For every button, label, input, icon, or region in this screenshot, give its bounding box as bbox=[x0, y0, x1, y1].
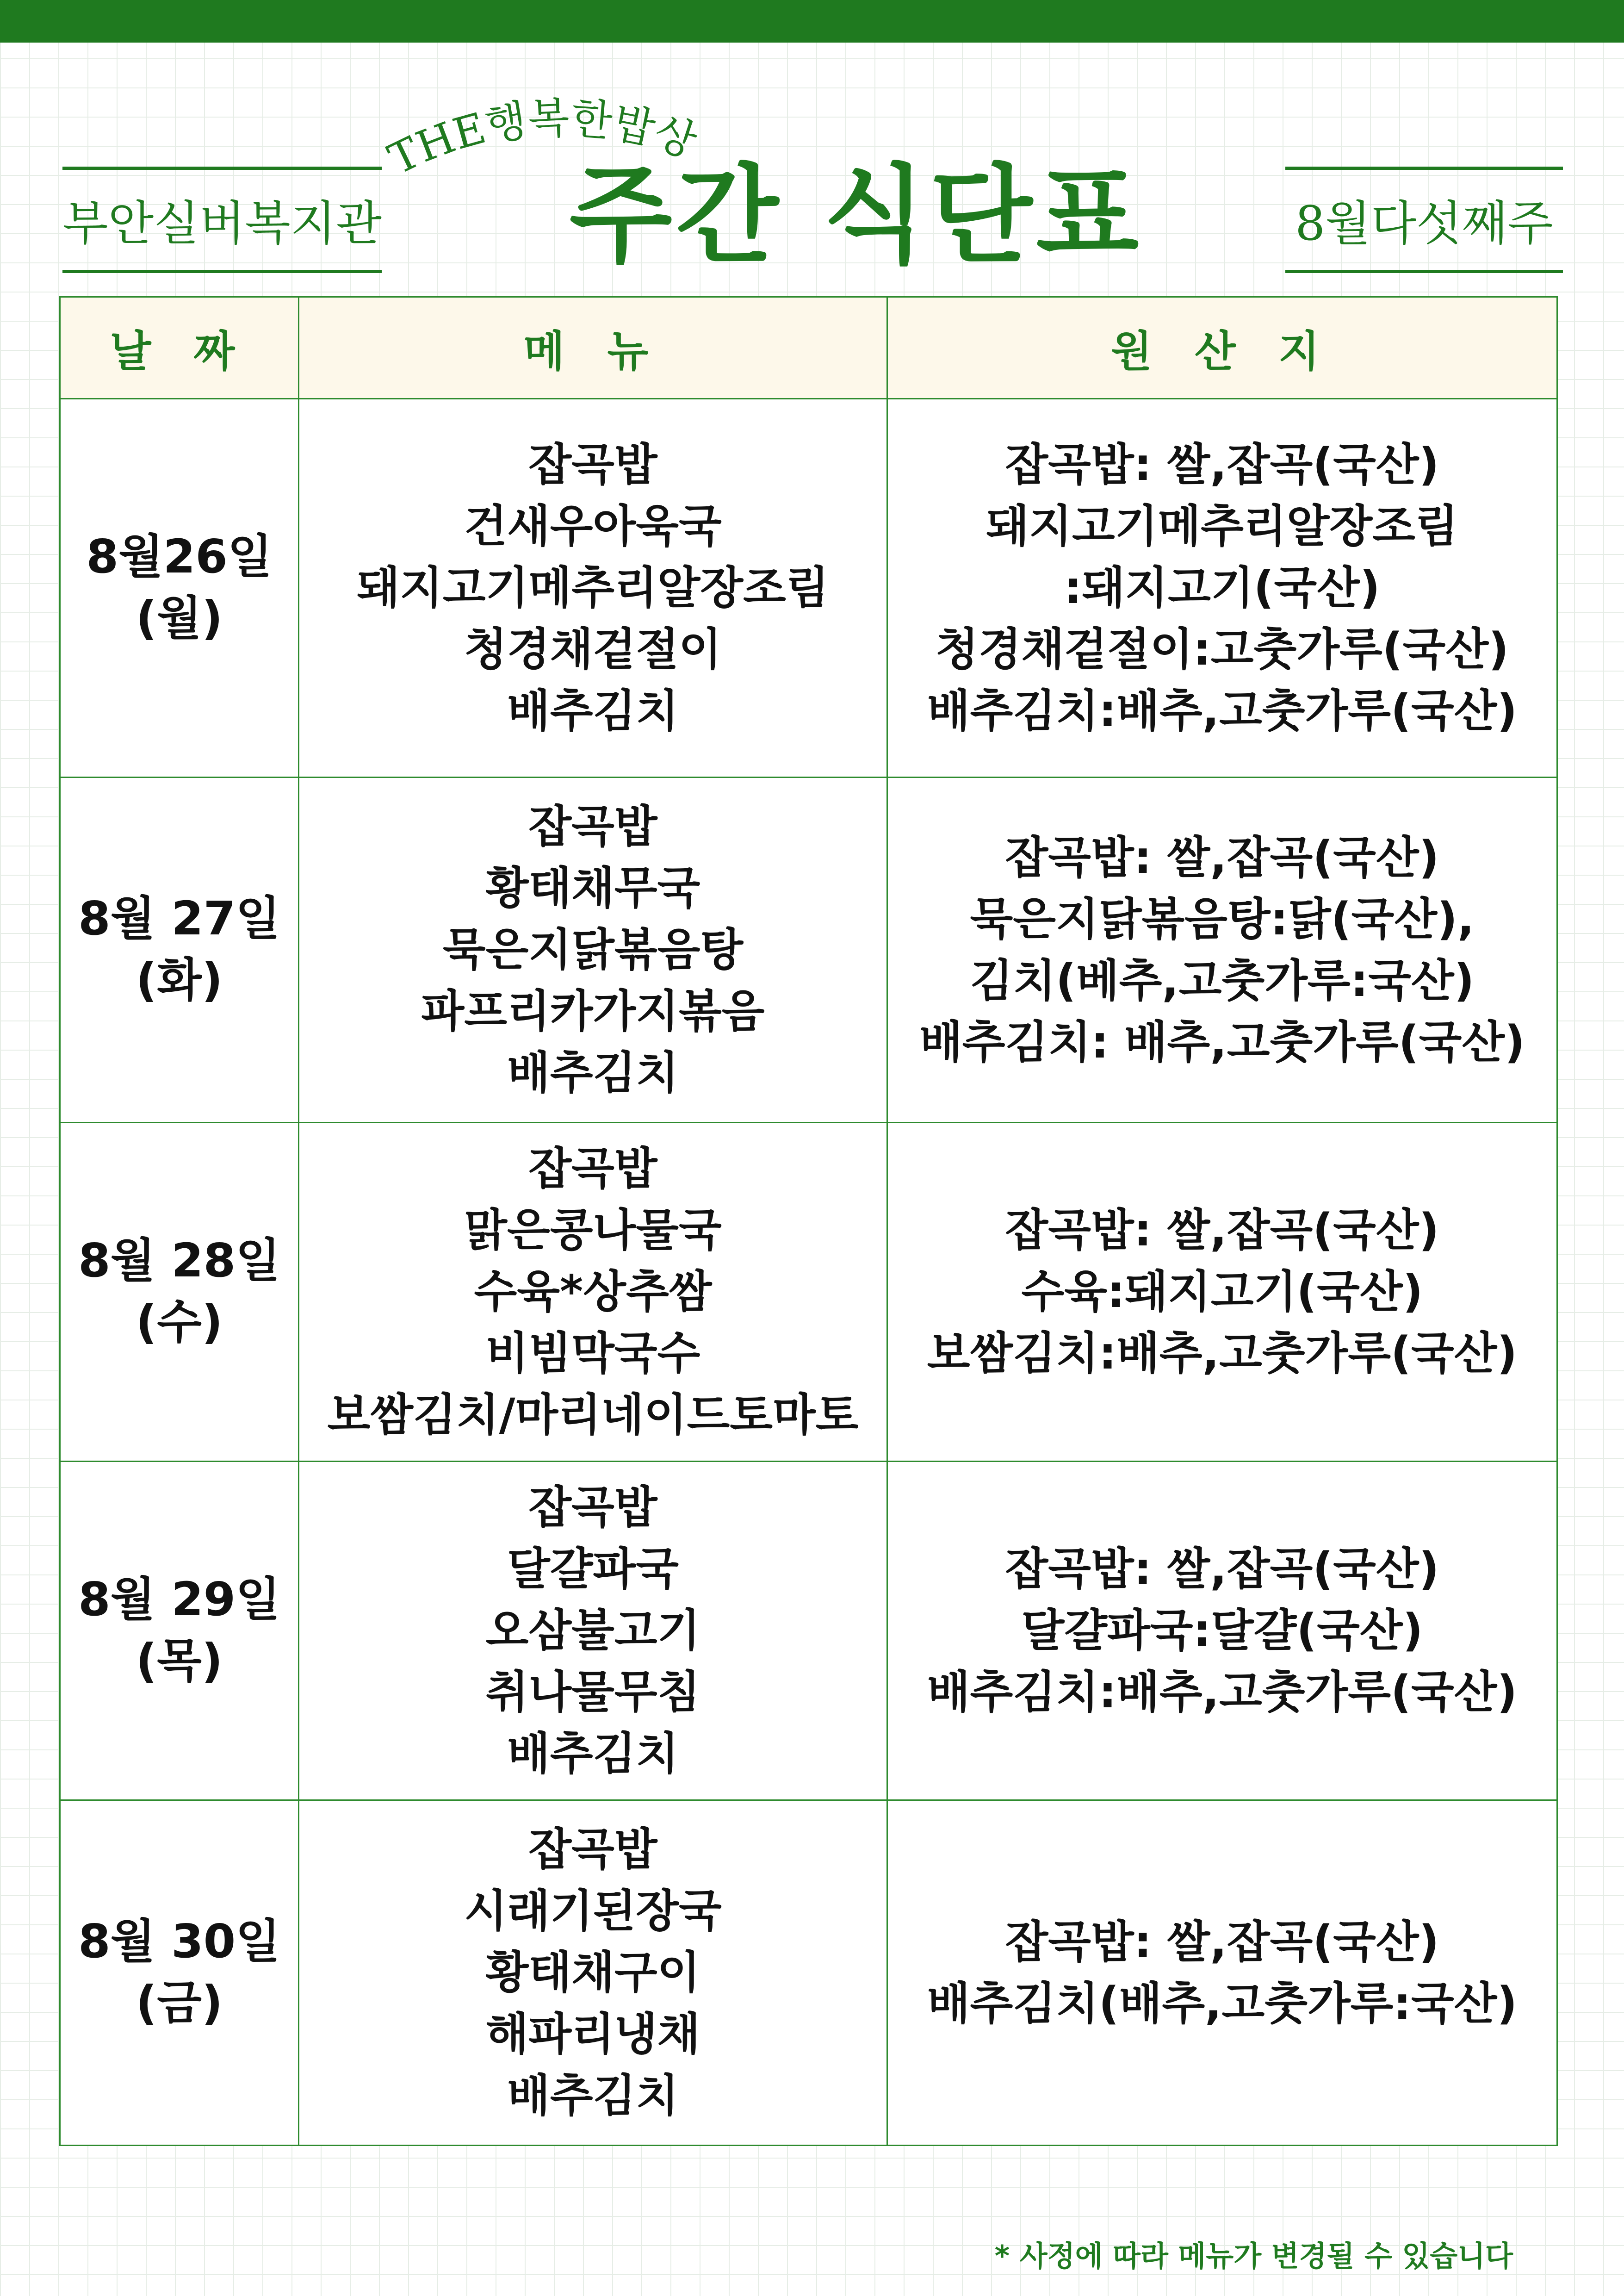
page-title: 주간 식단표 bbox=[569, 154, 1143, 278]
origin-cell bbox=[887, 778, 1557, 1123]
origin-item: 배추김치:배추,고춧가루(국산) bbox=[927, 1666, 1518, 1718]
menu-item: 묵은지닭볶음탕 bbox=[442, 924, 744, 976]
menu-item: 돼지고기메추리알장조림 bbox=[357, 562, 829, 614]
menu-item: 시래기된장국 bbox=[464, 1885, 722, 1937]
origin-item: 김치(베추,고춧가루:국산) bbox=[970, 954, 1475, 1007]
origin-item: 달걀파국:달걀(국산) bbox=[1021, 1605, 1423, 1656]
origin-item: 잡곡밥: 쌀,잡곡(국산) bbox=[1005, 439, 1439, 491]
origin-cell bbox=[887, 1800, 1557, 2146]
top-bar bbox=[0, 0, 1624, 43]
date-cell bbox=[60, 399, 299, 778]
date-cell bbox=[60, 778, 299, 1123]
origin-cell bbox=[887, 1462, 1557, 1800]
organization-label: 부안실버복지관 bbox=[62, 167, 382, 273]
menu-item: 취나물무침 bbox=[485, 1666, 700, 1718]
menu-item: 황태채무국 bbox=[485, 862, 700, 914]
table-row bbox=[60, 1462, 1557, 1800]
table-header-row bbox=[60, 297, 1557, 399]
table-row bbox=[60, 1123, 1557, 1462]
menu-cell bbox=[299, 1800, 887, 2146]
origin-item: 배추김치:배추,고춧가루(국산) bbox=[927, 685, 1518, 737]
menu-item: 맑은콩나물국 bbox=[464, 1204, 722, 1256]
date-text: 8월 27일 (화) bbox=[78, 891, 280, 1007]
menu-item: 배추김치 bbox=[507, 685, 679, 737]
origin-item: 돼지고기메추리알장조림 bbox=[986, 500, 1458, 552]
origin-cell bbox=[887, 399, 1557, 778]
footnote: * 사정에 따라 메뉴가 변경될 수 있습니다 bbox=[994, 2239, 1513, 2273]
date-text: 8월 28일 (수) bbox=[78, 1233, 280, 1349]
menu-cell bbox=[299, 778, 887, 1123]
origin-item: 청경채겉절이:고춧가루(국산) bbox=[936, 623, 1509, 675]
column-header-menu: 메 뉴 bbox=[299, 297, 887, 399]
menu-item: 잡곡밥 bbox=[528, 1143, 657, 1195]
origin-item: 수육:돼지고기(국산) bbox=[1021, 1266, 1423, 1318]
menu-item: 보쌈김치/마리네이드토마토 bbox=[327, 1389, 859, 1441]
menu-item: 해파리냉채 bbox=[485, 2008, 700, 2060]
menu-item: 건새우아욱국 bbox=[464, 500, 722, 552]
date-cell bbox=[60, 1123, 299, 1462]
origin-cell bbox=[887, 1123, 1557, 1462]
origin-item: 배추김치: 배추,고춧가루(국산) bbox=[919, 1016, 1525, 1068]
menu-item: 비빔막국수 bbox=[485, 1327, 700, 1379]
date-text: 8월 30일 (금) bbox=[78, 1914, 280, 2030]
menu-item: 황태채구이 bbox=[485, 1947, 700, 1998]
menu-item: 달걀파국 bbox=[507, 1543, 679, 1595]
week-label: 8월다섯째주 bbox=[1285, 167, 1563, 273]
menu-item: 잡곡밥 bbox=[528, 439, 657, 491]
date-cell bbox=[60, 1800, 299, 2146]
menu-item: 파프리카가지볶음 bbox=[421, 985, 765, 1037]
menu-item: 잡곡밥 bbox=[528, 1481, 657, 1533]
menu-item: 배추김치 bbox=[507, 2070, 679, 2122]
menu-item: 청경채겉절이 bbox=[464, 623, 722, 675]
table-row bbox=[60, 1800, 1557, 2146]
menu-item: 잡곡밥 bbox=[528, 1823, 657, 1875]
date-cell bbox=[60, 1462, 299, 1800]
menu-item: 배추김치 bbox=[507, 1728, 679, 1780]
origin-item: 보쌈김치:배추,고춧가루(국산) bbox=[927, 1327, 1518, 1379]
column-header-origin: 원 산 지 bbox=[887, 297, 1557, 399]
origin-item: 잡곡밥: 쌀,잡곡(국산) bbox=[1005, 1543, 1439, 1595]
date-text: 8월26일 (월) bbox=[86, 529, 273, 645]
meal-table bbox=[59, 296, 1558, 2146]
subtitle-text-path: THE행복한밥상 bbox=[381, 93, 703, 185]
menu-item: 오삼불고기 bbox=[485, 1605, 700, 1656]
menu-item: 잡곡밥 bbox=[528, 801, 657, 852]
origin-item: 잡곡밥: 쌀,잡곡(국산) bbox=[1005, 831, 1439, 884]
table-row bbox=[60, 778, 1557, 1123]
menu-item: 배추김치 bbox=[507, 1047, 679, 1099]
column-header-date: 날 짜 bbox=[60, 297, 299, 399]
menu-cell bbox=[299, 1462, 887, 1800]
menu-item: 수육*상추쌈 bbox=[474, 1266, 712, 1318]
origin-item: 잡곡밥: 쌀,잡곡(국산) bbox=[1005, 1916, 1439, 1968]
date-text: 8월 29일 (목) bbox=[78, 1572, 280, 1688]
origin-item: 배추김치(배추,고춧가루:국산) bbox=[927, 1977, 1518, 2029]
menu-cell bbox=[299, 1123, 887, 1462]
origin-item: 묵은지닭볶음탕:닭(국산), bbox=[970, 893, 1475, 945]
origin-item: 잡곡밥: 쌀,잡곡(국산) bbox=[1005, 1204, 1439, 1256]
origin-item: :돼지고기(국산) bbox=[1064, 562, 1380, 614]
table-row bbox=[60, 399, 1557, 778]
menu-cell bbox=[299, 399, 887, 778]
